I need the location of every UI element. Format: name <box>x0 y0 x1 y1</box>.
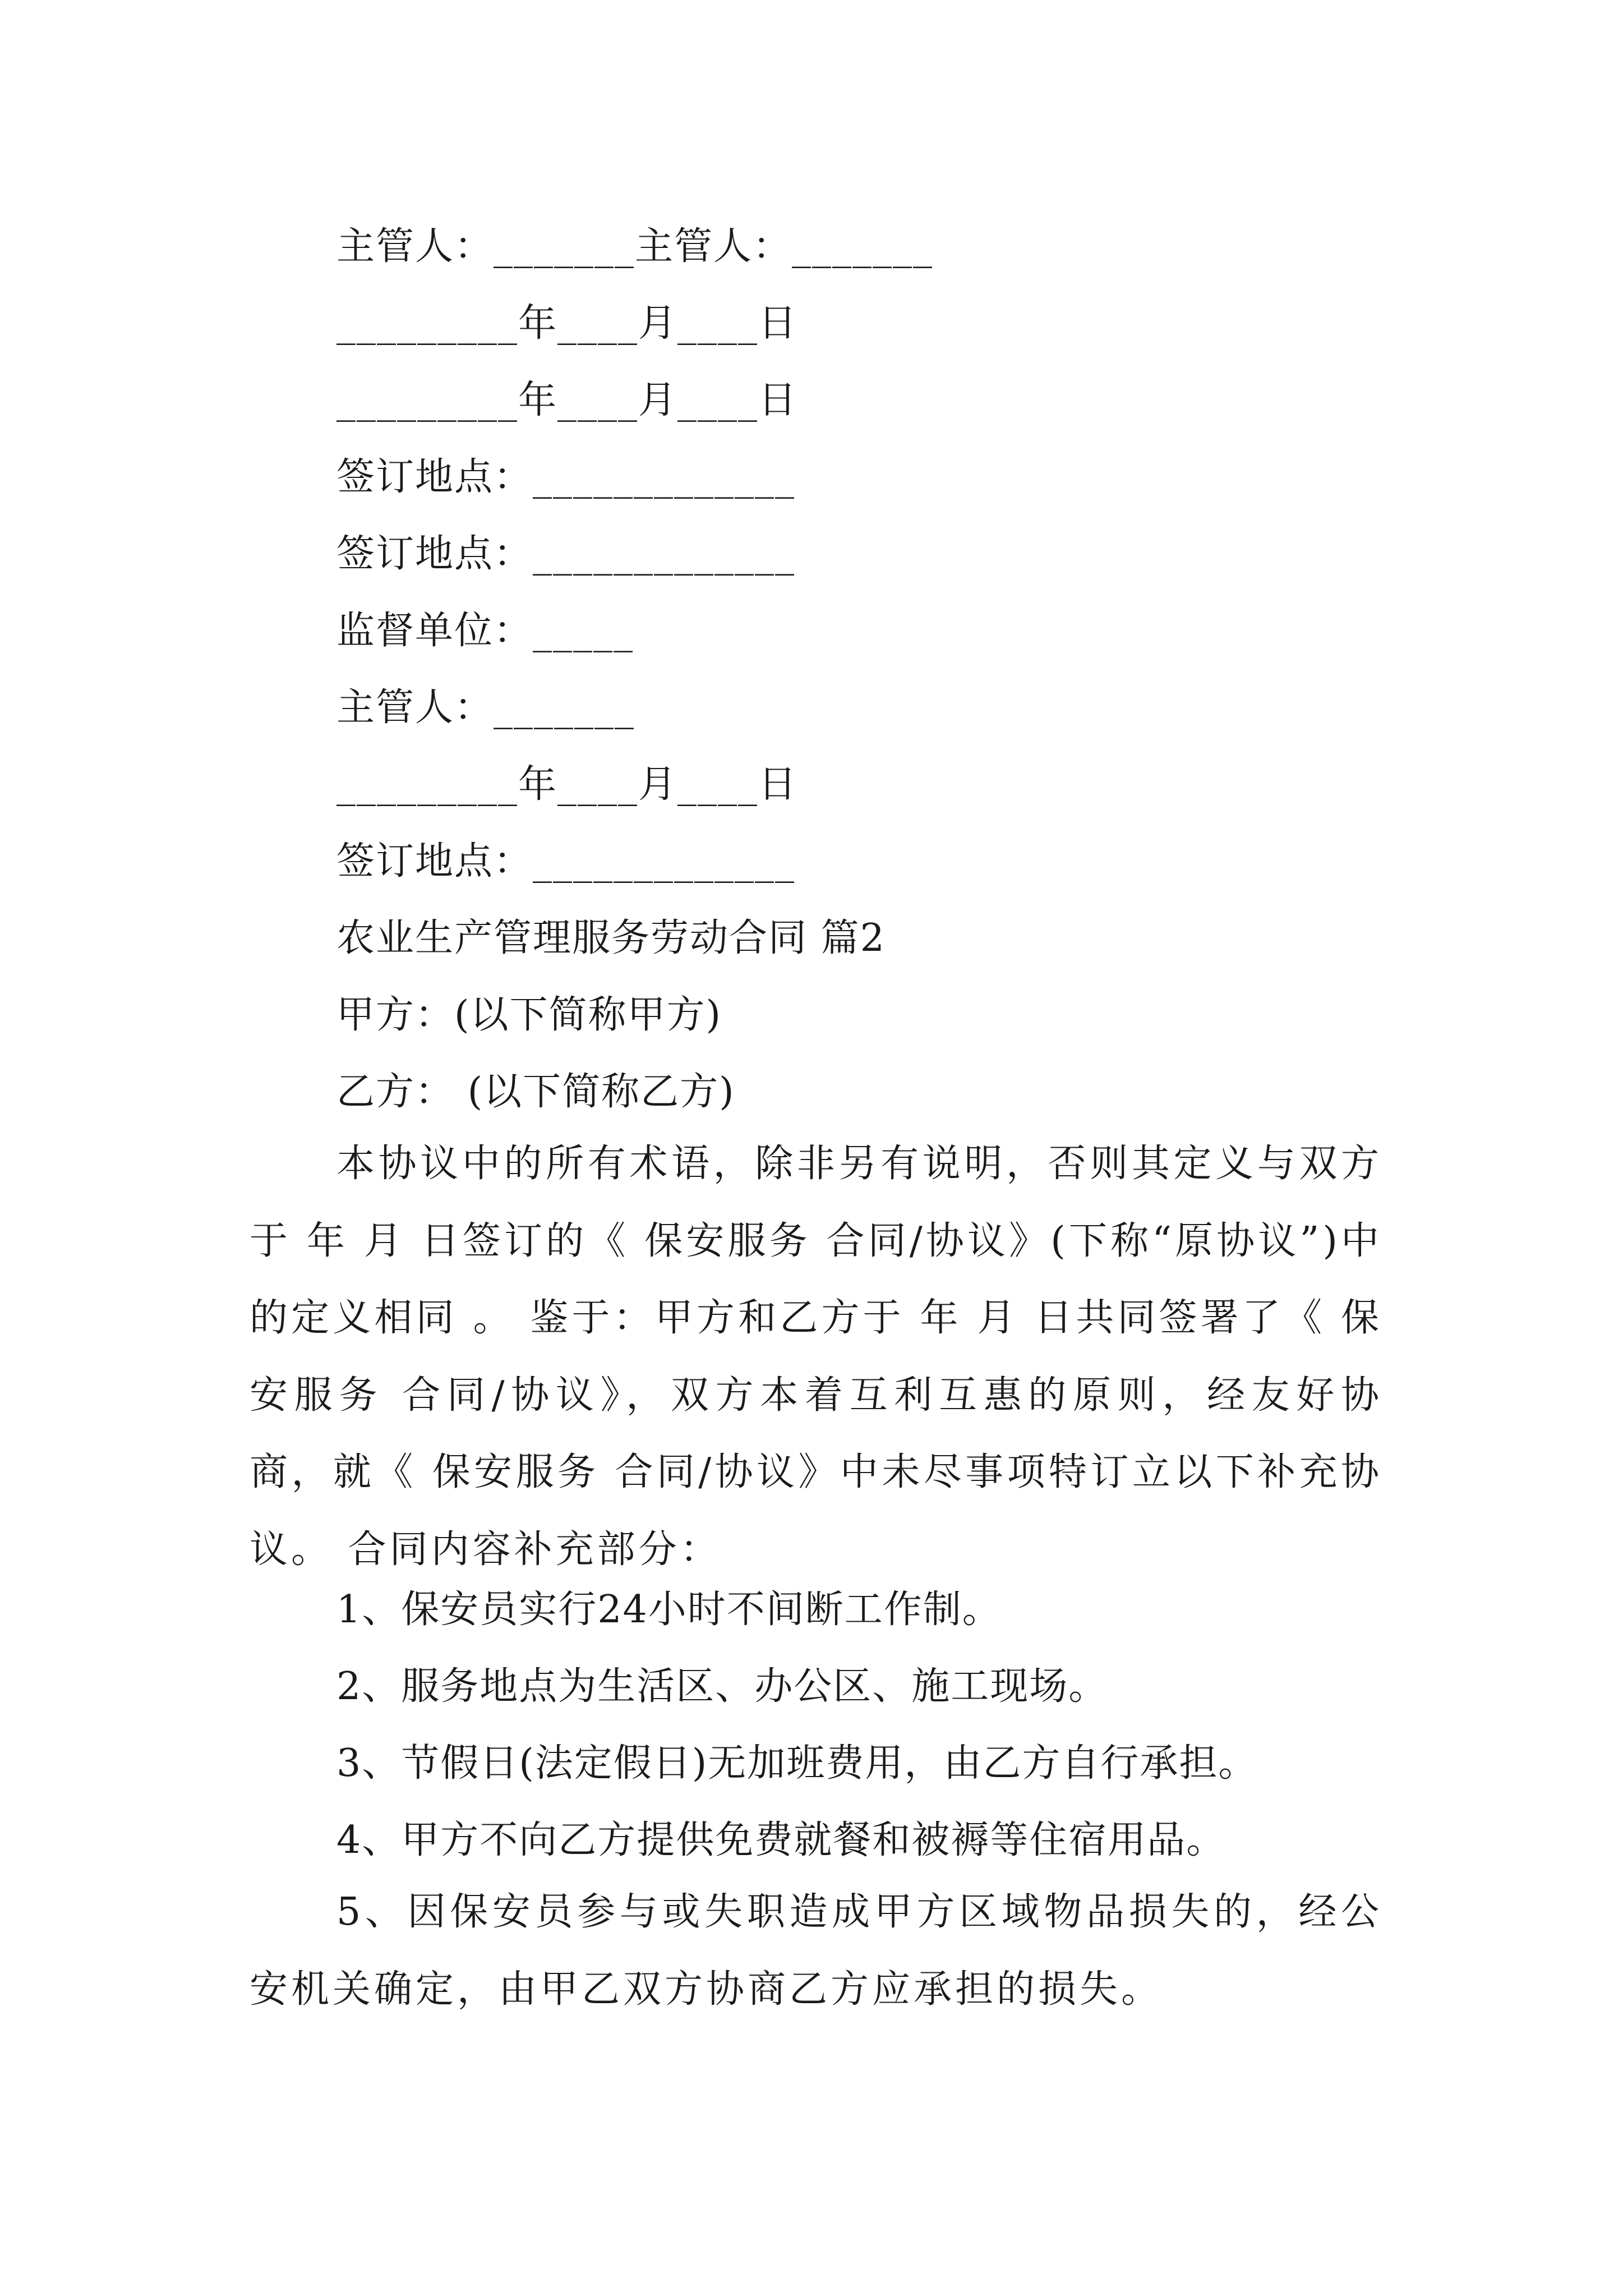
clause-item: 4、甲方不向乙方提供免费就餐和被褥等住宿用品。 <box>336 1818 1226 1862</box>
intro-paragraph: 本协议中的所有术语，除非另有说明，否则其定义与双方于 年 月 日签订的《 保安服务 合同/协议》(下称“原协议”)中的定义相同 。 鉴于：甲方和乙方于 年 月 日共同签署了《 保安服务 合同/协议》，双方本着互利互惠的原则，经友好协商，就《 保安服务 合同/协议》中未尽事项特订立以下补充协议。 合同内容补充部分： <box>250 1142 1382 1572</box>
clause-item: 5、因保安员参与或失职造成甲方区域物品损失的，经公安机关确定，由甲乙双方协商乙方应承担的损失。 <box>250 1890 1382 2012</box>
signature-date-line: _________年____月____日 <box>336 301 798 346</box>
party-b-line: 乙方： (以下简称乙方) <box>336 1070 735 1114</box>
clause-item: 1、保安员实行24小时不间断工作制。 <box>336 1588 1002 1632</box>
signing-place-line: 签订地点：_____________ <box>336 532 796 576</box>
clause-item: 3、节假日(法定假日)无加班费用，由乙方自行承担。 <box>336 1741 1258 1786</box>
signing-place-line: 签订地点：_____________ <box>336 455 796 499</box>
supervisor-unit-line: 监督单位：_____ <box>336 609 634 653</box>
signature-managers-line: 主管人：_______主管人：_______ <box>336 224 934 269</box>
signature-date-line: _________年____月____日 <box>336 378 798 422</box>
signature-date-line: _________年____月____日 <box>336 762 798 807</box>
party-a-line: 甲方：(以下简称甲方) <box>336 993 722 1037</box>
clause-item: 2、服务地点为生活区、办公区、施工现场。 <box>336 1664 1108 1709</box>
manager-line: 主管人：_______ <box>336 685 635 730</box>
signing-place-line: 签订地点：_____________ <box>336 839 796 884</box>
contract-heading: 农业生产管理服务劳动合同 篇2 <box>336 916 886 960</box>
